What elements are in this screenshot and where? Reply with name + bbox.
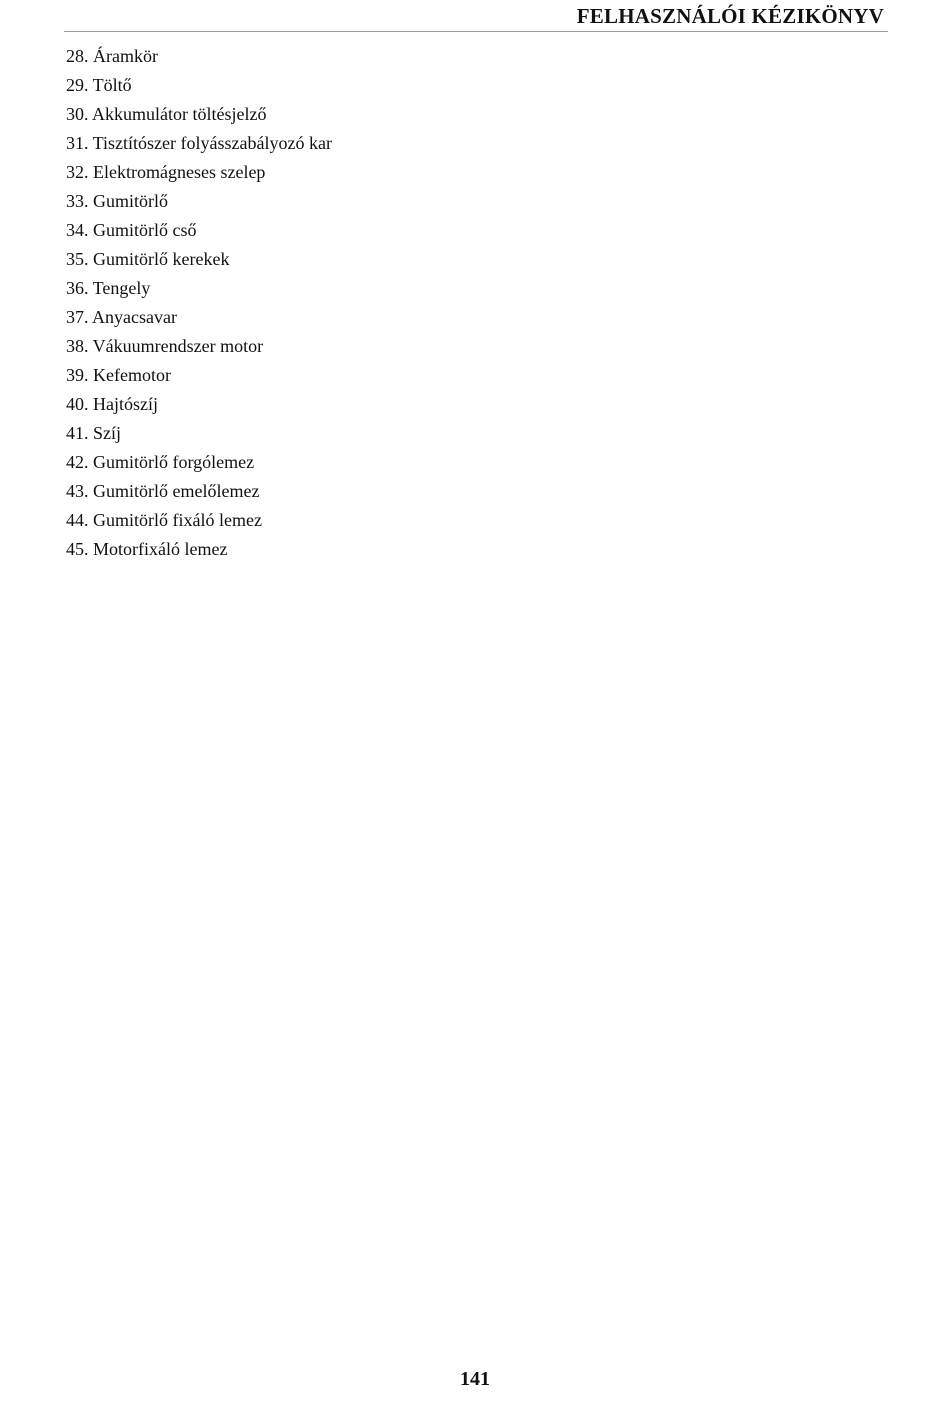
page-number: 141 (460, 1368, 490, 1390)
list-item: 32. Elektromágneses szelep (66, 162, 266, 182)
list-item: 43. Gumitörlő emelőlemez (66, 481, 260, 501)
list-item: 36. Tengely (66, 278, 151, 298)
list-item: 29. Töltő (66, 75, 132, 95)
list-item: 31. Tisztítószer folyásszabályozó kar (66, 133, 332, 153)
list-item: 41. Szíj (66, 423, 122, 443)
list-item: 42. Gumitörlő forgólemez (66, 452, 255, 472)
parts-list (66, 42, 332, 564)
list-item: 37. Anyacsavar (66, 307, 177, 327)
list-item: 28. Áramkör (66, 46, 158, 66)
list-item: 39. Kefemotor (66, 365, 171, 385)
list-item: 44. Gumitörlő fixáló lemez (66, 510, 262, 530)
list-item: 35. Gumitörlő kerekek (66, 249, 230, 269)
header-title: FELHASZNÁLÓI KÉZIKÖNYV (576, 4, 884, 28)
list-item: 45. Motorfixáló lemez (66, 539, 228, 559)
list-item: 34. Gumitörlő cső (66, 220, 197, 240)
list-item: 38. Vákuumrendszer motor (66, 336, 264, 356)
list-item: 33. Gumitörlő (66, 191, 168, 211)
list-item: 40. Hajtószíj (66, 394, 158, 414)
list-item: 30. Akkumulátor töltésjelző (66, 104, 267, 124)
page-header (64, 0, 888, 32)
